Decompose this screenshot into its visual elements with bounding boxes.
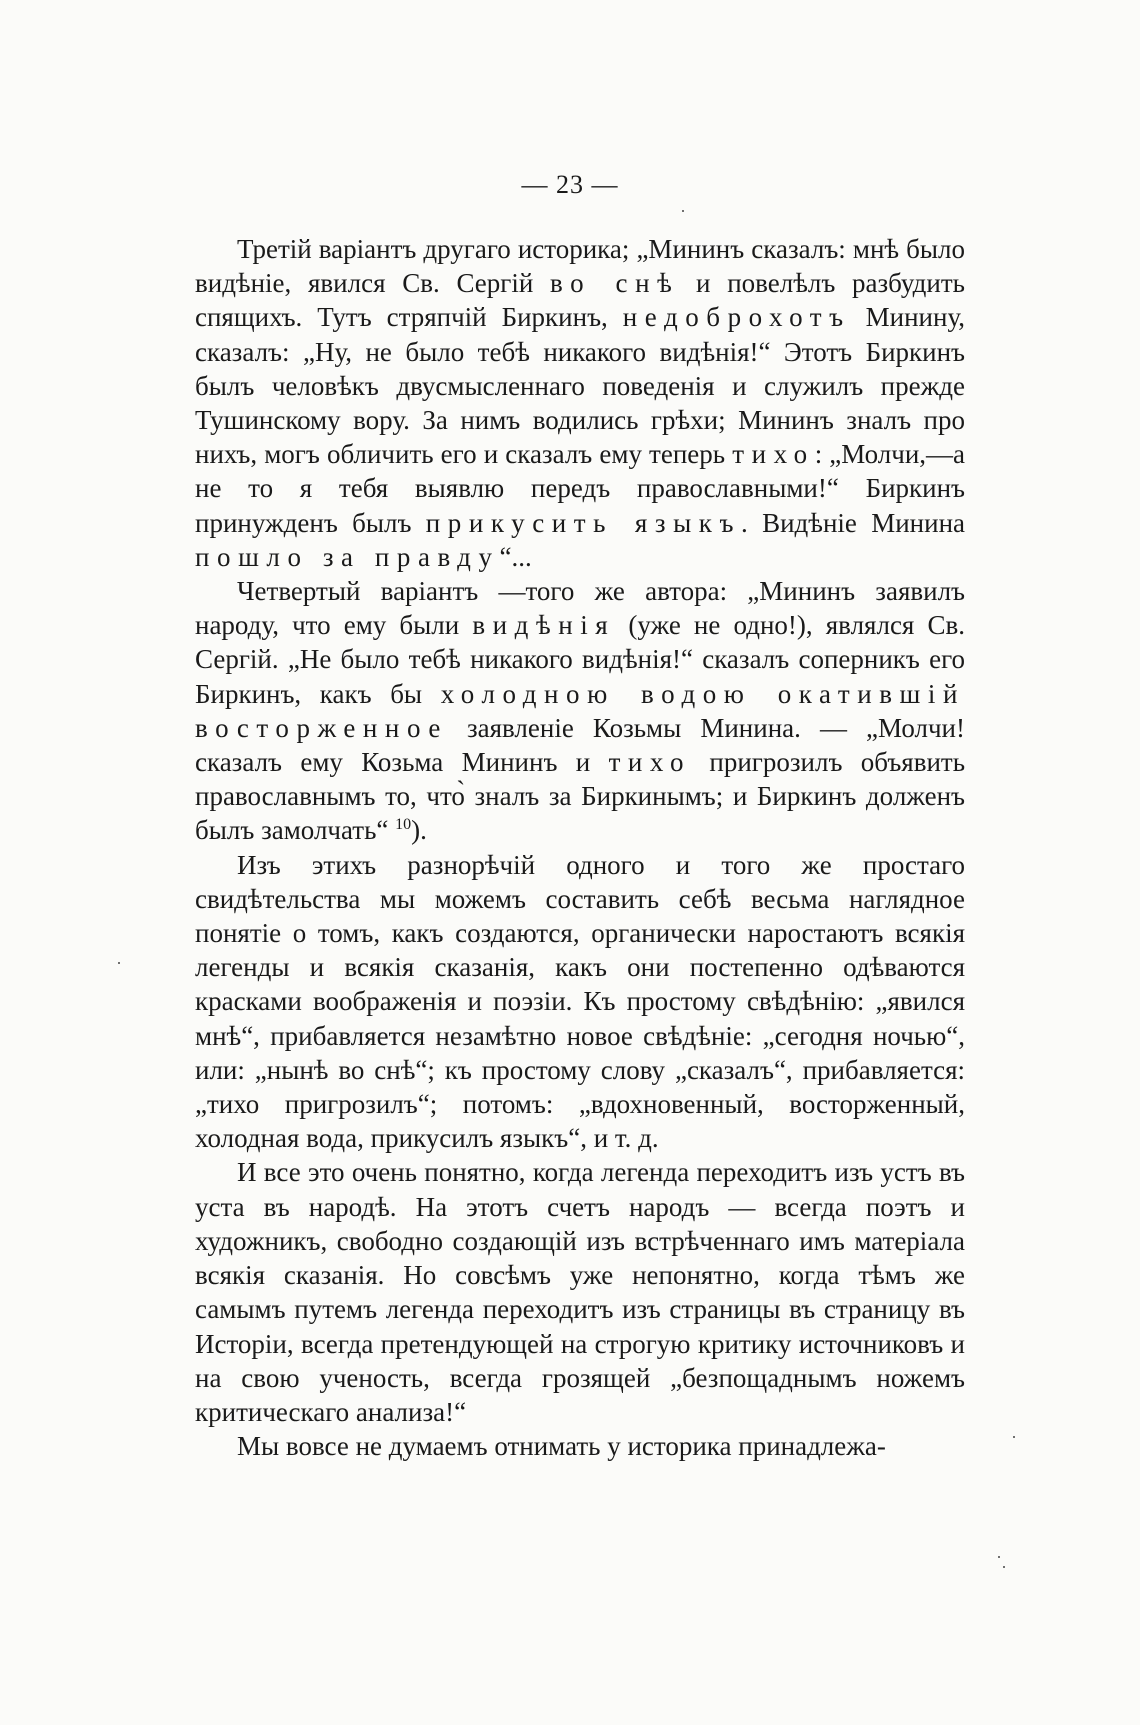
text-segment: : „Молчи,—а не то я тебя выявлю передъ православными!“ Биркинъ принужденъ былъ (195, 439, 966, 538)
spaced-emphasis: пошло за правду (195, 541, 500, 572)
text-segment: ). (411, 815, 427, 846)
text-segment: Минину, сказалъ: „Ну, не было тебѣ никакого видѣнія!“ Этотъ Биркинъ былъ человѣкъ двусмысленнаго поведенія и служилъ прежде Тушинскому вору. За нимъ водились грѣхи; Мининъ зналъ про нихъ, могъ обличить его и сказалъ ему теперь (195, 302, 965, 470)
text-segment: заявленіе Козьмы Минина. — „Молчи! сказалъ ему Козьма Мининъ и (195, 712, 965, 778)
scan-speck (118, 962, 120, 964)
text-segment: Третій варіантъ другаго историка; „Мининъ сказалъ: мнѣ было видѣніе, явился Св. Сергій (195, 234, 965, 299)
paragraph-5 (195, 1429, 965, 1463)
text-segment: И все это очень понятно, когда легенда переходитъ изъ устъ въ уста въ народѣ. На этотъ счетъ народъ — всегда поэтъ и художникъ, свободно создающій изъ встрѣченнаго имъ матеріала всякія сказанія. Но совсѣмъ уже непонятно, когда тѣмъ же самымъ путемъ легенда переходитъ изъ страницы въ страницу въ Исторіи, всегда претендующей на строгую критику источниковъ и на свою ученость, всегда грозящей „безпощаднымъ ножемъ критическаго анализа!“ (195, 1157, 965, 1427)
text-segment: Мы вовсе не думаемъ отнимать у историка принадлежа- (237, 1431, 886, 1462)
paragraph-2 (195, 574, 965, 848)
spaced-emphasis: холодною водою окатившій восторженное (195, 678, 965, 743)
scan-speck (998, 1556, 1000, 1558)
text-segment: и повелѣлъ разбудить спящихъ. Тутъ стряпчій Биркинъ, (195, 268, 965, 333)
page-number: — 23 — (521, 170, 619, 199)
text-segment: Изъ этихъ разнорѣчій одного и того же простаго свидѣтельства мы можемъ составить себѣ весьма наглядное понятіе о томъ, какъ создаются, органически наростаютъ всякія легенды и всякія сказанія, какъ они постепенно одѣваются красками воображенія и поэзіи. Къ простому свѣдѣнію: „явился мнѣ“, прибавляется незамѣтно новое свѣдѣніе: „сегодня ночью“, или: „нынѣ во снѣ“; къ простому слову „сказалъ“, прибавляется: „тихо пригрозилъ“; потомъ: „вдохновенный, восторженный, холодная вода, прикусилъ языкъ“, и т. д. (195, 849, 965, 1154)
spaced-emphasis: тихо (608, 747, 692, 778)
paragraph-4 (195, 1155, 965, 1429)
scan-speck (1003, 1566, 1005, 1568)
footnote-ref: 10 (395, 816, 412, 834)
body-text (195, 232, 965, 1463)
text-segment: “... (499, 541, 532, 572)
spaced-emphasis: прикусить языкъ (425, 507, 742, 538)
text-segment: Четвертый варіантъ —того же автора: „Мининъ заявилъ народу, что ему были (195, 576, 965, 641)
spaced-emphasis: недоброхотъ (622, 302, 851, 333)
text-segment: (уже не одно!), являлся Св. Сергій. „Не было тебѣ никакого видѣнія!“ сказалъ соперникъ его Биркинъ, какъ бы (195, 610, 965, 709)
spaced-emphasis: видѣнія (472, 610, 616, 641)
scan-speck (682, 210, 684, 212)
paragraph-1 (195, 232, 965, 574)
paragraph-3 (195, 848, 965, 1156)
spaced-emphasis: во снѣ (550, 268, 680, 299)
text-segment: . Видѣніе Минина (741, 507, 966, 538)
text-segment: пригрозилъ объявить православнымъ то, что̀ зналъ за Биркинымъ; и Биркинъ долженъ былъ замолчать“ (195, 747, 966, 846)
scan-speck (1013, 1436, 1015, 1438)
spaced-emphasis: тихо (732, 439, 815, 470)
